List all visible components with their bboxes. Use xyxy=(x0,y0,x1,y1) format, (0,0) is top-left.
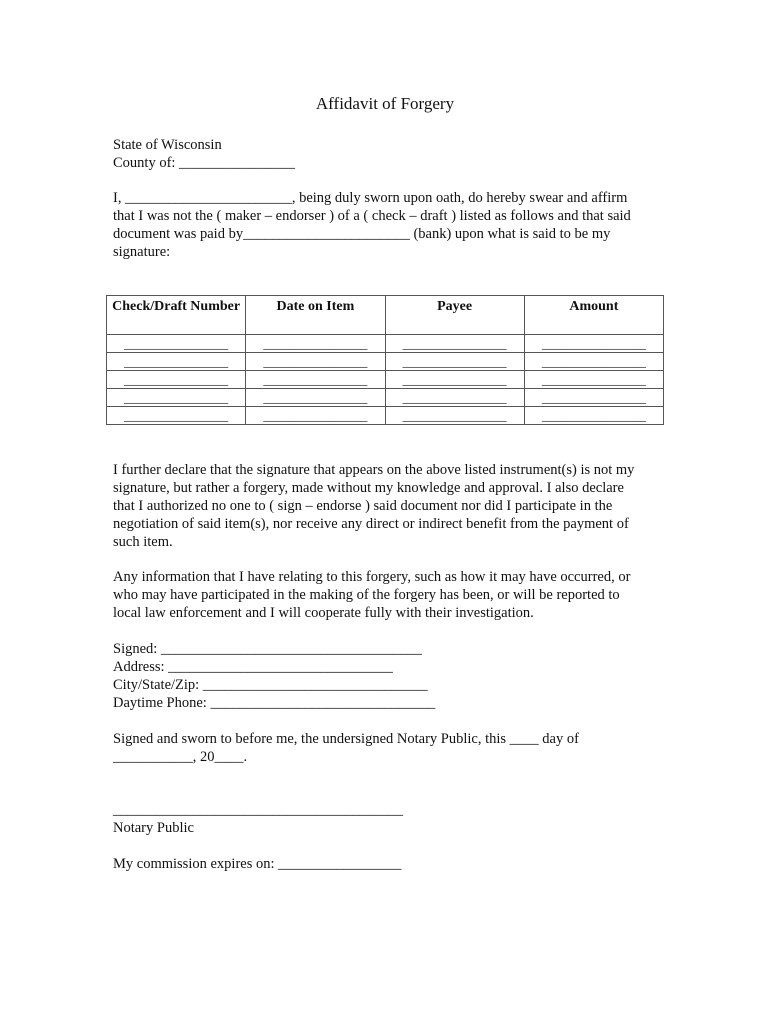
check-number-field[interactable]: ________________ xyxy=(107,335,246,353)
signed-field[interactable]: Signed: ____________________________________ xyxy=(113,641,422,657)
amount-field[interactable]: ________________ xyxy=(524,371,663,389)
signer-details-block xyxy=(113,640,661,712)
payee-field[interactable]: ________________ xyxy=(385,371,524,389)
check-number-field[interactable]: ________________ xyxy=(107,353,246,371)
intro-paragraph xyxy=(113,189,661,261)
date-field[interactable]: ________________ xyxy=(246,389,385,407)
table-header-row xyxy=(107,296,664,335)
date-field[interactable]: ________________ xyxy=(246,353,385,371)
payee-field[interactable]: ________________ xyxy=(385,389,524,407)
payee-field[interactable]: ________________ xyxy=(385,353,524,371)
state-line: State of Wisconsin xyxy=(113,137,222,153)
table-row xyxy=(107,407,664,425)
amount-field[interactable]: ________________ xyxy=(524,389,663,407)
sworn-statement xyxy=(113,730,661,766)
header-date-on-item: Date on Item xyxy=(246,296,385,335)
document-title: Affidavit of Forgery xyxy=(315,94,455,113)
payee-field[interactable]: ________________ xyxy=(385,407,524,425)
amount-field[interactable]: ________________ xyxy=(524,407,663,425)
date-field[interactable]: ________________ xyxy=(246,407,385,425)
intro-line: that I was not the ( maker – endorser ) of a ( check – draft ) listed as follows and that said xyxy=(113,208,631,224)
declaration-line: negotiation of said item(s), nor receive any direct or indirect benefit from the payment of xyxy=(113,516,629,532)
notary-public-label: Notary Public xyxy=(113,820,194,836)
sworn-line: Signed and sworn to before me, the undersigned Notary Public, this ____ day of xyxy=(113,731,579,747)
declaration-line: such item. xyxy=(113,534,173,550)
city-state-zip-field[interactable]: City/State/Zip: _______________________________ xyxy=(113,677,428,693)
date-field[interactable]: ________________ xyxy=(246,335,385,353)
table-row xyxy=(107,353,664,371)
amount-field[interactable]: ________________ xyxy=(524,335,663,353)
commission-expiry-field[interactable]: My commission expires on: _________________ xyxy=(113,856,402,872)
check-number-field[interactable]: ________________ xyxy=(107,371,246,389)
declaration-line: that I authorized no one to ( sign – endorse ) said document nor did I participate in the xyxy=(113,498,613,514)
table-row xyxy=(107,389,664,407)
intro-line: document was paid by_______________________ (bank) upon what is said to be my xyxy=(113,226,611,242)
amount-field[interactable]: ________________ xyxy=(524,353,663,371)
check-number-field[interactable]: ________________ xyxy=(107,389,246,407)
daytime-phone-field[interactable]: Daytime Phone: _______________________________ xyxy=(113,695,436,711)
payee-field[interactable]: ________________ xyxy=(385,335,524,353)
declaration-line: I further declare that the signature that appears on the above listed instrument(s) is not my xyxy=(113,462,635,478)
information-line: local law enforcement and I will cooperate fully with their investigation. xyxy=(113,605,534,621)
table-row xyxy=(107,335,664,353)
header-amount: Amount xyxy=(524,296,663,335)
county-line: County of: ________________ xyxy=(113,155,296,171)
header-payee: Payee xyxy=(385,296,524,335)
notary-signature-field[interactable]: ________________________________________ xyxy=(113,802,403,818)
information-line: who may have participated in the making of the forgery has been, or will be reported to xyxy=(113,587,620,603)
information-line: Any information that I have relating to this forgery, such as how it may have occurred, or xyxy=(113,569,631,585)
intro-line: I, _______________________, being duly sworn upon oath, do hereby swear and affirm xyxy=(113,190,628,206)
information-paragraph xyxy=(113,568,661,622)
header-check-draft-number: Check/Draft Number xyxy=(107,296,246,335)
check-details-table xyxy=(106,295,664,425)
sworn-date-field[interactable]: ___________, 20____. xyxy=(113,749,248,765)
declaration-line: signature, but rather a forgery, made without my knowledge and approval. I also declare xyxy=(113,480,624,496)
table-row xyxy=(107,371,664,389)
address-field[interactable]: Address: _______________________________ xyxy=(113,659,393,675)
intro-line: signature: xyxy=(113,244,171,260)
check-number-field[interactable]: ________________ xyxy=(107,407,246,425)
venue-block xyxy=(113,136,661,172)
declaration-paragraph xyxy=(113,461,661,551)
date-field[interactable]: ________________ xyxy=(246,371,385,389)
